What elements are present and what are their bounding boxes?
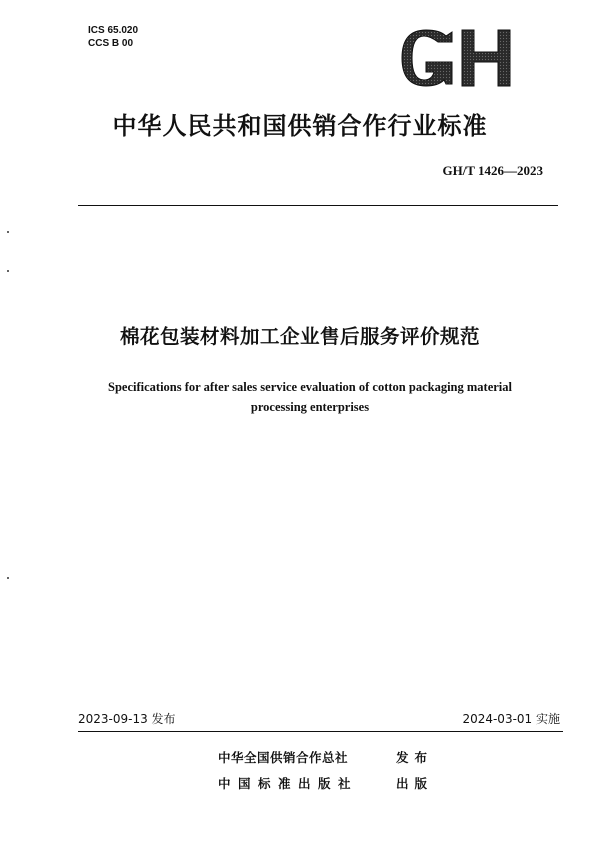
issuer-name: 中华全国供销合作总社 <box>218 750 349 765</box>
english-title <box>60 377 560 417</box>
english-title-line2: processing enterprises <box>250 400 370 414</box>
footer-divider <box>78 731 563 732</box>
gh-logo <box>400 22 520 94</box>
ccs-code: CCS B 00 <box>88 38 134 49</box>
ics-code: ICS 65.020 <box>88 25 139 36</box>
chinese-title: 棉花包装材料加工企业售后服务评价规范 <box>119 325 480 348</box>
classification-codes <box>88 24 138 50</box>
standard-number: GH/T 1426—2023 <box>442 163 543 178</box>
svg-text:GH: GH <box>400 22 402 23</box>
scan-speck <box>7 231 9 233</box>
issue-date: 2023-09-13 发布 <box>78 712 176 726</box>
implementation-date: 2024-03-01 实施 <box>462 712 560 726</box>
printer-role: 出版 <box>396 776 434 791</box>
header-divider <box>78 205 558 206</box>
scan-speck <box>7 270 9 272</box>
english-title-line1: Specifications for after sales service evaluation of cotton packaging material <box>108 380 512 394</box>
organization-title: 中华人民共和国供销合作行业标准 <box>112 112 488 140</box>
scan-speck <box>7 577 9 579</box>
printer-name: 中国标准出版社 <box>218 776 359 791</box>
issuer-role: 发布 <box>396 750 434 765</box>
